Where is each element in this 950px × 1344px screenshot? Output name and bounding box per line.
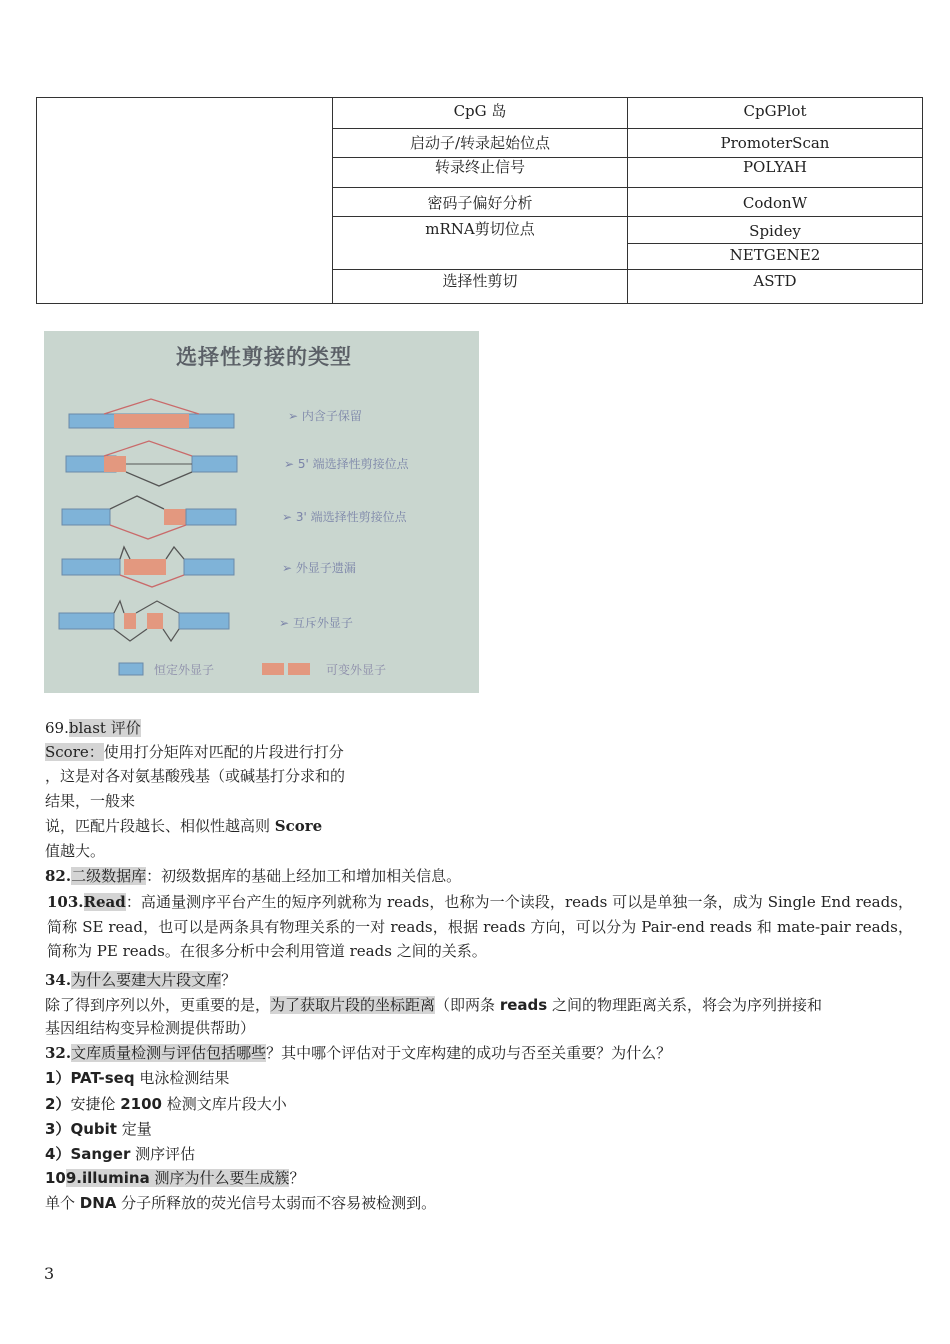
exon-skipping-diagram [62, 547, 234, 587]
table-row [333, 270, 922, 303]
label-intron-retention: ➢ 内含子保留 [288, 409, 362, 423]
label-mutually-exclusive: ➢ 互斥外显子 [279, 616, 353, 630]
table-cell-feature: 启动子/转录起始位点 [333, 129, 628, 159]
table-merged-cell [37, 98, 333, 303]
intron-retention-diagram [69, 399, 234, 428]
page-number: 3 [44, 1264, 55, 1283]
table-cell-tool: POLYAH [742, 158, 808, 176]
q69-line5: 值越大。 [45, 842, 106, 860]
mutually-exclusive-diagram [59, 601, 229, 641]
table-row [333, 217, 922, 270]
q103: 103.Read：高通量测序平台产生的短序列就称为 reads，也称为一个读段，reads 可以是单独一条，成为 Single End reads，简称 SE read，也可以是两条具有物理关系的一对 reads，根据 reads 方向，可以分为 Pair-end reads 和 mate-pair reads，简称为 PE reads。在很多分析中会利用管道 reads 之间的关系。 [47, 893, 913, 960]
legend-constitutive: 恒定外显子 [154, 663, 215, 677]
table-cell-feature: 密码子偏好分析 [333, 188, 628, 216]
table-cell-tool: CodonW [742, 194, 808, 212]
q109-title: 109.illumina 测序为什么要生成簇？ [45, 1169, 305, 1187]
legend-constitutive-swatch [119, 663, 143, 675]
table-row [333, 129, 922, 158]
table-cell-tool: Spidey [628, 217, 922, 244]
three-prime-ss-diagram [62, 496, 236, 539]
table-row [333, 98, 922, 129]
table-cell-tool: PromoterScan [720, 134, 830, 152]
table-cell-tool: CpGPlot [743, 102, 807, 120]
q69-line2: ，这是对各对氨基酸残基（或碱基打分求和的 [45, 767, 346, 785]
table-row [333, 188, 922, 217]
table-cell-feature: CpG 岛 [333, 98, 628, 128]
table-row [333, 158, 922, 188]
q109-answer: 单个 DNA 分子所释放的荧光信号太弱而不容易被检测到。 [45, 1194, 437, 1212]
tool-table [36, 97, 923, 304]
q69-title: 69.blast 评价 [45, 719, 141, 737]
q32-item-4: 4）Sanger 测序评估 [45, 1145, 196, 1163]
q32-item-2: 2）安捷伦 2100 检测文库片段大小 [45, 1095, 287, 1113]
q32-item-3: 3）Qubit 定量 [45, 1120, 152, 1138]
q32-title: 32.文库质量检测与评估包括哪些？其中哪个评估对于文库构建的成功与否至关重要？为什么？ [45, 1044, 672, 1062]
q34-title: 34.为什么要建大片段文库？ [45, 971, 237, 989]
q69-line3: 结果，一般来 [45, 792, 136, 810]
q34-answer-line2: 基因组结构变异检测提供帮助） [45, 1019, 256, 1037]
table-cell-feature: mRNA剪切位点 [333, 217, 628, 269]
figure-title: 选择性剪接的类型 [176, 345, 352, 369]
splicing-types-figure [44, 331, 479, 693]
label-three-prime: ➢ 3' 端选择性剪接位点 [282, 510, 407, 524]
q82: 82.二级数据库：初级数据库的基础上经加工和增加相关信息。 [45, 867, 462, 885]
splicing-diagram [44, 331, 479, 693]
label-five-prime: ➢ 5' 端选择性剪接位点 [284, 457, 409, 471]
q34-answer-line1: 除了得到序列以外，更重要的是，为了获取片段的坐标距离（即两条 reads 之间的物理距离关系，将会为序列拼接和 [45, 996, 822, 1014]
five-prime-ss-diagram [66, 441, 237, 486]
table-cell-tool: ASTD [753, 272, 797, 290]
q32-item-1: 1）PAT-seq 电泳检测结果 [45, 1069, 230, 1087]
label-exon-skipping: ➢ 外显子遗漏 [282, 561, 356, 575]
q69-line1: Score：使用打分矩阵对匹配的片段进行打分 [45, 743, 344, 761]
table-cell-feature: 转录终止信号 [333, 158, 628, 187]
table-cell-tool: NETGENE2 [729, 246, 821, 264]
table-cell-feature: 选择性剪切 [333, 270, 628, 303]
q69-line4: 说，匹配片段越长、相似性越高则 Score [45, 817, 323, 835]
legend-variable-swatch [262, 663, 284, 675]
legend-variable: 可变外显子 [326, 663, 387, 677]
